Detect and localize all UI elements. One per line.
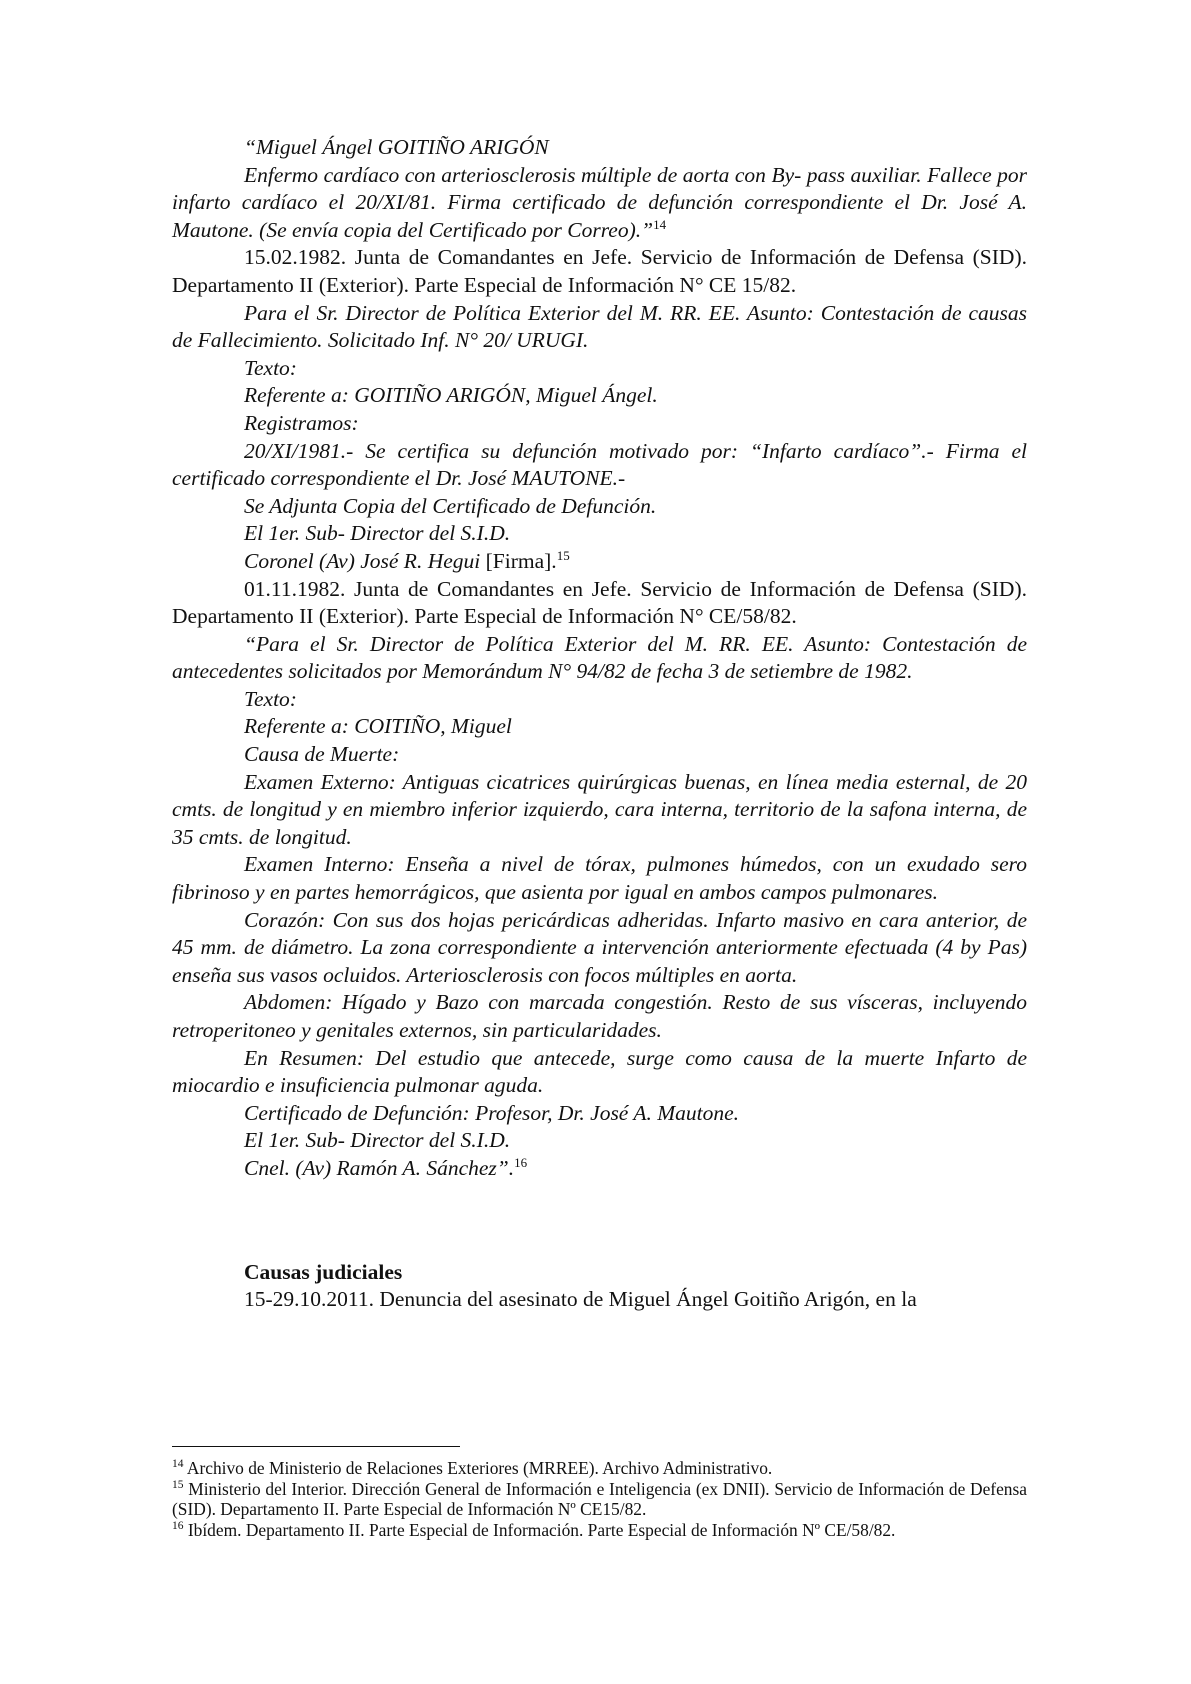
entry-causa-label: Causa de Muerte: bbox=[244, 742, 400, 767]
entry-referente: Referente a: GOITIÑO ARIGÓN, Miguel Ángel. bbox=[244, 383, 658, 408]
quote-paragraph: Enfermo cardíaco con arteriosclerosis múltiple de aorta con By- pass auxiliar. Fallece por infarto cardíaco el 20/XI/81. Firma certificado de defunción correspondiente el Dr. José A. Mautone. (Se envía copia del Certificado por Correo).”$^{14}$ bbox=[172, 162, 1027, 242]
footnote-number: 14 bbox=[172, 1458, 184, 1471]
entry-adjunta: Se Adjunta Copia del Certificado de Defunción. bbox=[244, 493, 657, 518]
signer-name: Coronel (Av) José R. Hegui bbox=[244, 548, 481, 573]
body-text bbox=[172, 134, 1027, 1314]
entry-header: 15.02.1982. Junta de Comandantes en Jefe. Servicio de Información de Defensa (SID). Departamento II (Exterior). Parte Especial de Información N° CE 15/82. bbox=[172, 245, 1027, 297]
quote-name-line: “Miguel Ángel GOITIÑO ARIGÓN bbox=[244, 135, 549, 159]
entry-texto-label: Texto: bbox=[244, 686, 297, 711]
entry-subdirector: El 1er. Sub- Director del S.I.D. bbox=[244, 521, 511, 546]
footnote-number: 16 bbox=[172, 1519, 184, 1532]
footnote-number: 15 bbox=[172, 1478, 184, 1491]
entry-subdirector: El 1er. Sub- Director del S.I.D. bbox=[244, 1128, 511, 1153]
section-heading: Causas judiciales bbox=[244, 1259, 403, 1284]
footnotes bbox=[172, 1458, 1027, 1540]
firma-note: [Firma]. bbox=[485, 548, 557, 573]
entry-registramos: Registramos: bbox=[244, 410, 359, 435]
footnote-14: $^{14}$ Archivo de Ministerio de Relaciones Exteriores (MRREE). Archivo Administrativo. bbox=[172, 1458, 773, 1478]
entry-texto-label: Texto: bbox=[244, 355, 297, 380]
section-spacer bbox=[172, 1183, 1027, 1259]
section-paragraph: 15-29.10.2011. Denuncia del asesinato de Miguel Ángel Goitiño Arigón, en la bbox=[244, 1287, 917, 1312]
entry-subject: Para el Sr. Director de Política Exterior del M. RR. EE. Asunto: Contestación de causas de Fallecimiento. Solicitado Inf. N° 20/ URUGI. bbox=[172, 300, 1027, 353]
footnote-separator bbox=[172, 1446, 460, 1447]
footnote-15: $^{15}$ Ministerio del Interior. Dirección General de Información e Inteligencia (ex DNII). Servicio de Información de Defensa (SID). Departamento II. Parte Especial de Información Nº CE15/82. bbox=[172, 1478, 1027, 1519]
footnote-16: $^{16}$ Ibídem. Departamento II. Parte Especial de Información. Parte Especial de Información Nº CE/58/82. bbox=[172, 1519, 896, 1540]
entry-signature bbox=[172, 548, 1027, 576]
resumen: En Resumen: Del estudio que antecede, surge como causa de la muerte Infarto de miocardio e insuficiencia pulmonar aguda. bbox=[172, 1045, 1027, 1098]
examen-interno: Examen Interno: Enseña a nivel de tórax, pulmones húmedos, con un exudado sero fibrinoso y en partes hemorrágicos, que asienta por igual en ambos campos pulmonares. bbox=[172, 852, 1027, 905]
entry-subject: “Para el Sr. Director de Política Exterior del M. RR. EE. Asunto: Contestación de antecedentes solicitados por Memorándum N° 94/82 de fecha 3 de setiembre de 1982. bbox=[172, 631, 1027, 684]
entry-header: 01.11.1982. Junta de Comandantes en Jefe. Servicio de Información de Defensa (SID). Departamento II (Exterior). Parte Especial de Información N° CE/58/82. bbox=[172, 576, 1027, 629]
abdomen-finding: Abdomen: Hígado y Bazo con marcada congestión. Resto de sus vísceras, incluyendo retroperitoneo y genitales externos, sin particularidades. bbox=[172, 990, 1027, 1042]
entry-defuncion: 20/XI/1981.- Se certifica su defunción motivado por: “Infarto cardíaco”.- Firma el certificado correspondiente el Dr. José MAUTONE.- bbox=[172, 438, 1027, 491]
examen-externo: Examen Externo: Antiguas cicatrices quirúrgicas buenas, en línea media esternal, de 20 cmts. de longitud y en miembro inferior izquierdo, cara interna, territorio de la safona interna, de 35 cmts. de longitud. bbox=[172, 769, 1027, 849]
footnote-ref-14[interactable]: 14 bbox=[653, 216, 667, 232]
corazon-finding: Corazón: Con sus dos hojas pericárdicas adheridas. Infarto masivo en cara anterior, de 45 mm. de diámetro. La zona correspondiente a intervención anteriormente efectuada (4 by Pas) enseña sus vasos ocluidos. Arteriosclerosis con focos múltiples en aorta. bbox=[172, 907, 1027, 987]
certificado: Certificado de Defunción: Profesor, Dr. José A. Mautone. bbox=[244, 1100, 740, 1125]
entry-signature bbox=[172, 1155, 1027, 1183]
signer-name: Cnel. (Av) Ramón A. Sánchez”. bbox=[244, 1155, 515, 1180]
footnote-ref-15[interactable]: 15 bbox=[556, 547, 570, 563]
footnote-ref-16[interactable]: 16 bbox=[514, 1154, 528, 1170]
entry-referente: Referente a: COITIÑO, Miguel bbox=[244, 714, 512, 739]
